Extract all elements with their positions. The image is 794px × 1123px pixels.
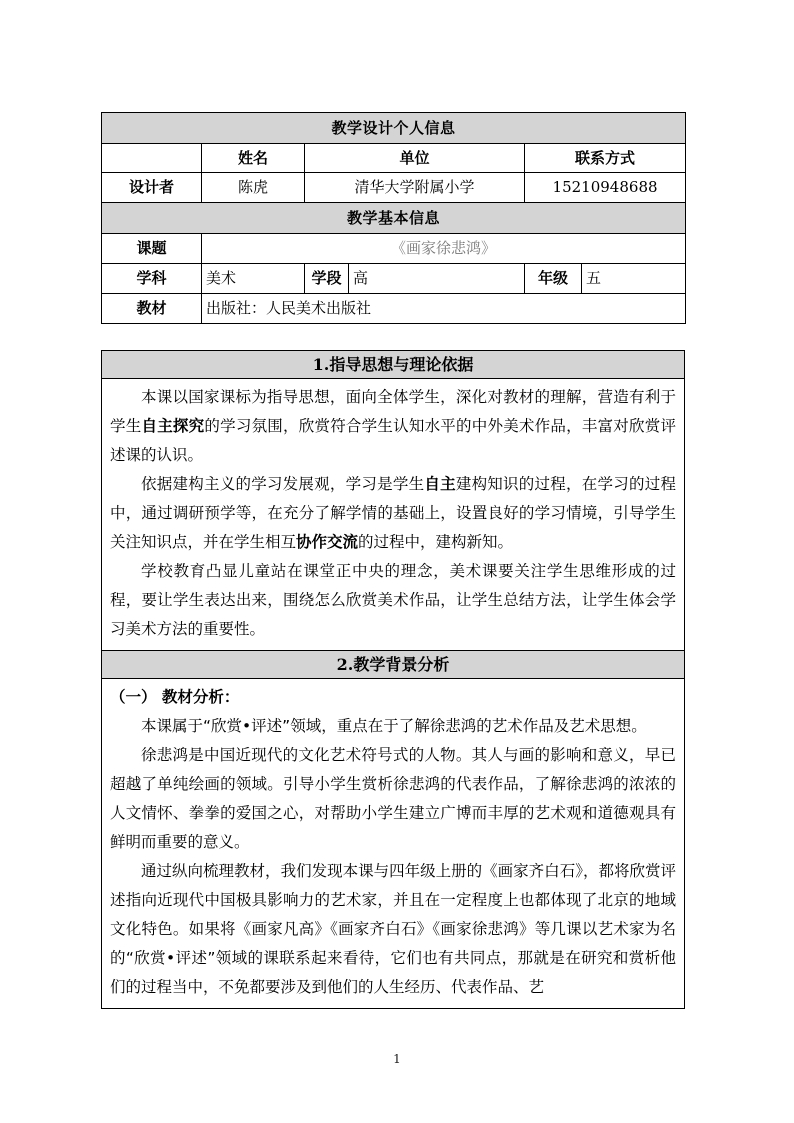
section2-paragraph: [110, 712, 676, 741]
basic-topic-value: 《画家徐悲鸿》: [202, 234, 686, 264]
section2-subheading: （一） 教材分析：: [110, 688, 240, 706]
info-header-unit: 单位: [305, 144, 525, 173]
section2-body-row: [102, 679, 685, 1009]
info-header-name: 姓名: [202, 144, 305, 173]
basic-textbook-row: [102, 294, 686, 324]
emphasis-text: 自主: [424, 475, 456, 493]
basic-subject-label: 学科: [102, 264, 202, 294]
section1-band: 1.指导思想与理论依据: [102, 351, 685, 379]
body-text: 本课以国家课标为指导思想，面向全体学生，深化对教材的理解，营造有利于学生: [110, 388, 676, 435]
basic-stage-label: 学段: [305, 264, 349, 294]
info-designer-name: 陈虎: [202, 173, 305, 203]
info-designer-unit: 清华大学附属小学: [305, 173, 525, 203]
section2-band-row: [102, 651, 685, 679]
basic-topic-row: [102, 234, 686, 264]
body-text: 建构知识的过程，在学习的过程中，通过调研预学等，在充分了解学情的基础上，设置良好的学习情境，引导学生关注知识点，并在学生相互: [110, 475, 676, 551]
body-text: 依据建构主义的学习发展观，学习是学生: [141, 475, 425, 493]
section1-body-row: [102, 379, 685, 651]
basic-textbook-label: 教材: [102, 294, 202, 324]
section1-band-row: [102, 351, 685, 379]
body-text: 通过纵向梳理教材，我们发现本课与四年级上册的《画家齐白石》，都将欣赏评述指向近现代中国极具影响力的艺术家，并且在一定程度上也都体现了北京的地域文化特色。如果将《画家凡高》《画家齐白石》《画家徐悲鸿》等几课以艺术家为名的“欣赏•评述”领域的课联系起来看待，它们也有共同点，那就是在研究和赏析他们的过程当中，不免都要涉及到他们的人生经历、代表作品、艺: [110, 862, 676, 996]
info-designer-label: 设计者: [102, 173, 202, 203]
section1-paragraph: [110, 557, 676, 644]
basic-subject-row: [102, 264, 686, 294]
info-designer-contact: 15210948688: [525, 173, 686, 203]
section2-band: 2.教学背景分析: [102, 651, 685, 679]
basic-title-row: [102, 203, 686, 234]
section2-paragraph: [110, 741, 676, 857]
basic-subject-value: 美术: [202, 264, 305, 294]
body-text: 徐悲鸿是中国近现代的文化艺术符号式的人物。其人与画的影响和意义，早已超越了单纯绘画的领域。引导小学生赏析徐悲鸿的代表作品，了解徐悲鸿的浓浓的人文情怀、拳拳的爱国之心，对帮助小学生建立广博而丰厚的艺术观和道德观具有鲜明而重要的意义。: [110, 746, 676, 851]
table-gap-spacer: [101, 324, 686, 350]
basic-title-band: 教学基本信息: [102, 203, 686, 234]
section2-body: [102, 679, 684, 1008]
section1-paragraph: [110, 383, 676, 470]
info-title-band: 教学设计个人信息: [102, 113, 686, 144]
page-number: 1: [393, 1052, 401, 1066]
info-designer-row: [102, 173, 686, 203]
info-title-row: [102, 113, 686, 144]
info-header-contact: 联系方式: [525, 144, 686, 173]
emphasis-text: 协作交流: [296, 533, 359, 551]
basic-textbook-value: 出版社：人民美术出版社: [202, 294, 686, 324]
body-text: 的学习氛围，欣赏符合学生认知水平的中外美术作品，丰富对欣赏评述课的认识。: [110, 417, 676, 464]
section1-body: [102, 379, 684, 650]
section1-paragraph: [110, 470, 676, 557]
teaching-design-info-table: [101, 112, 686, 324]
body-text: 学校教育凸显儿童站在课堂正中央的理念，美术课要关注学生思维形成的过程，要让学生表达出来，围绕怎么欣赏美术作品，让学生总结方法，让学生体会学习美术方法的重要性。: [110, 562, 676, 638]
section1-body-cell: [102, 379, 685, 651]
basic-grade-label: 年级: [525, 264, 582, 294]
basic-stage-value: 高: [349, 264, 525, 294]
info-header-row: [102, 144, 686, 173]
emphasis-text: 自主探究: [141, 417, 205, 435]
body-text: 本课属于“欣赏•评述”领域，重点在于了解徐悲鸿的艺术作品及艺术思想。: [141, 717, 647, 735]
basic-grade-value: 五: [582, 264, 686, 294]
body-text: 的过程中，建构新知。: [358, 533, 514, 551]
info-blank-cell: [102, 144, 202, 173]
content-sections-table: [101, 350, 685, 1009]
section2-body-cell: [102, 679, 685, 1009]
basic-topic-label: 课题: [102, 234, 202, 264]
section2-paragraph: [110, 857, 676, 1002]
